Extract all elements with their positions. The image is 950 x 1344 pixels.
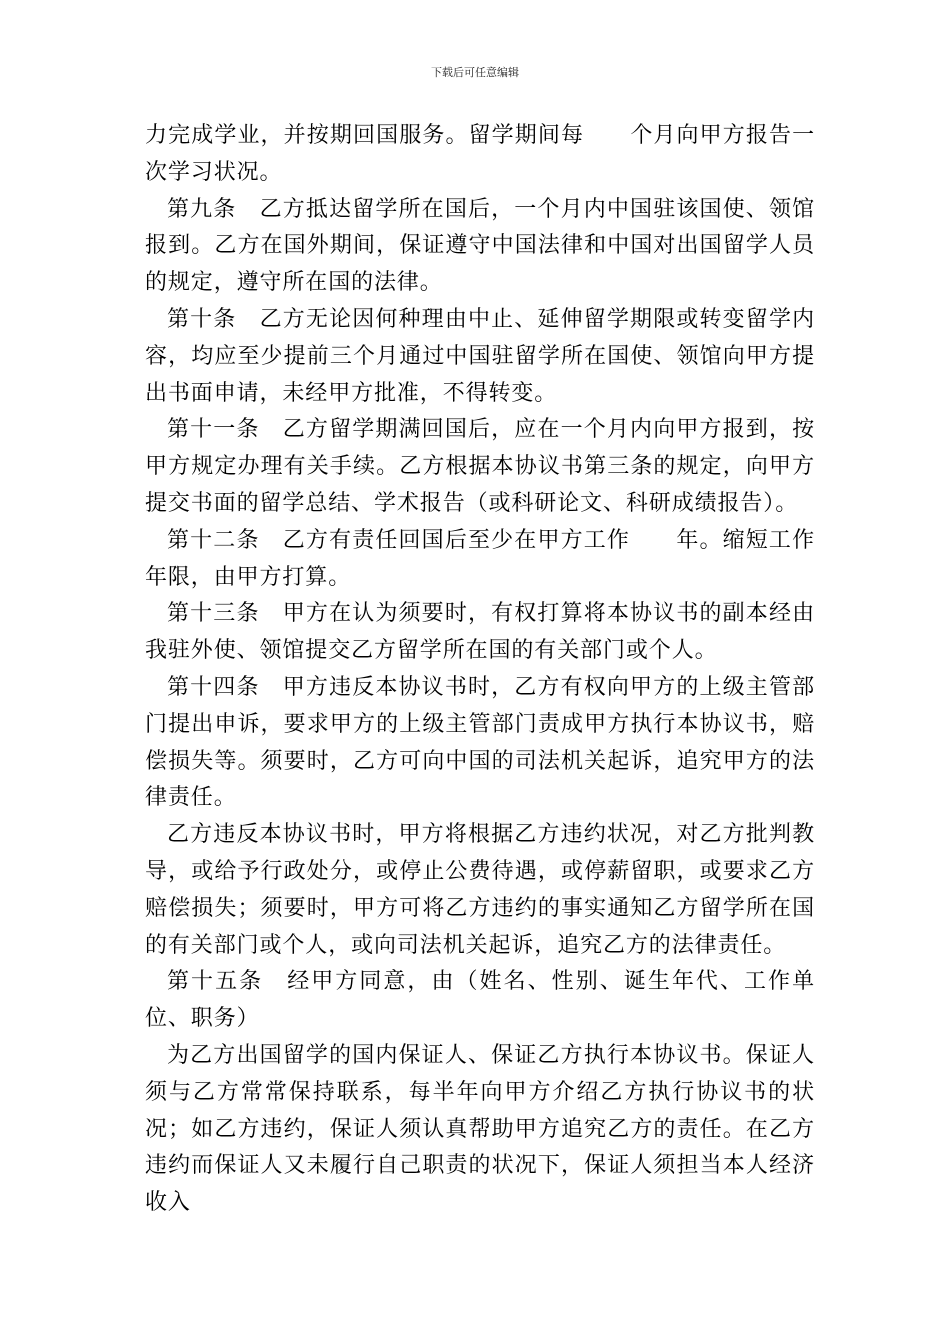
paragraph-text: 年。缩短工作年限，由甲方打算。	[145, 527, 815, 590]
paragraph-text: 力完成学业，并按期回国服务。留学期间每	[145, 123, 585, 148]
paragraph-article-11	[145, 412, 815, 522]
paragraph-text: 第十二条 乙方有责任回国后至少在甲方工作	[167, 527, 631, 553]
paragraph-text: 为乙方出国留学的国内保证人、保证乙方执行本协议书。保证人须与乙方常常保持联系，每半年向甲方介绍乙方执行协议书的状况；如乙方违约，保证人须认真帮助甲方追究乙方的责任。在乙方违约而保证人又未履行自己职责的状况下，保证人须担当本人经济收入	[145, 1042, 815, 1216]
paragraph-text: 第十条 乙方无论因何种理由中止、延伸留学期限或转变留学内容，均应至少提前三个月通过中国驻留学所在国使、领馆向甲方提出书面申请，未经甲方批准，不得转变。	[145, 306, 815, 406]
paragraph-text: 个月向甲方报告一次学习状况。	[145, 123, 815, 185]
paragraph-text: 第十三条 甲方在认为须要时，有权打算将本协议书的副本经由我驻外使、领馆提交乙方留学所在国的有关部门或个人。	[145, 601, 815, 664]
paragraph-party-b-breach	[145, 817, 815, 964]
paragraph-text: 第十一条 乙方留学期满回国后，应在一个月内向甲方报到，按甲方规定办理有关手续。乙方根据本协议书第三条的规定，向甲方提交书面的留学总结、学术报告（或科研论文、科研成绩报告）。	[145, 417, 815, 516]
paragraph-text: 第十四条 甲方违反本协议书时，乙方有权向甲方的上级主管部门提出申诉，要求甲方的上级主管部门责成甲方执行本协议书，赔偿损失等。须要时，乙方可向中国的司法机关起诉，追究甲方的法律责任。	[145, 674, 815, 811]
paragraph-article-9	[145, 192, 815, 302]
paragraph-study-report	[145, 118, 815, 192]
page-header-note: 下载后可任意编辑	[431, 66, 519, 79]
paragraph-article-14	[145, 670, 815, 817]
paragraph-article-15	[145, 964, 815, 1038]
paragraph-text: 第九条 乙方抵达留学所在国后，一个月内中国驻该国使、领馆报到。乙方在国外期间，保证遵守中国法律和中国对出国留学人员的规定，遵守所在国的法律。	[145, 196, 815, 296]
paragraph-guarantor	[145, 1038, 815, 1222]
paragraph-text: 乙方违反本协议书时，甲方将根据乙方违约状况，对乙方批判教导，或给予行政处分，或停止公费待遇，或停薪留职，或要求乙方赔偿损失；须要时，甲方可将乙方违约的事实通知乙方留学所在国的有关部门或个人，或向司法机关起诉，追究乙方的法律责任。	[145, 822, 815, 958]
paragraph-article-10	[145, 302, 815, 412]
document-body	[145, 118, 815, 1222]
paragraph-article-12	[145, 523, 815, 597]
paragraph-article-13	[145, 596, 815, 670]
paragraph-text: 第十五条 经甲方同意，由（姓名、性别、诞生年代、工作单位、职务）	[145, 969, 815, 1032]
